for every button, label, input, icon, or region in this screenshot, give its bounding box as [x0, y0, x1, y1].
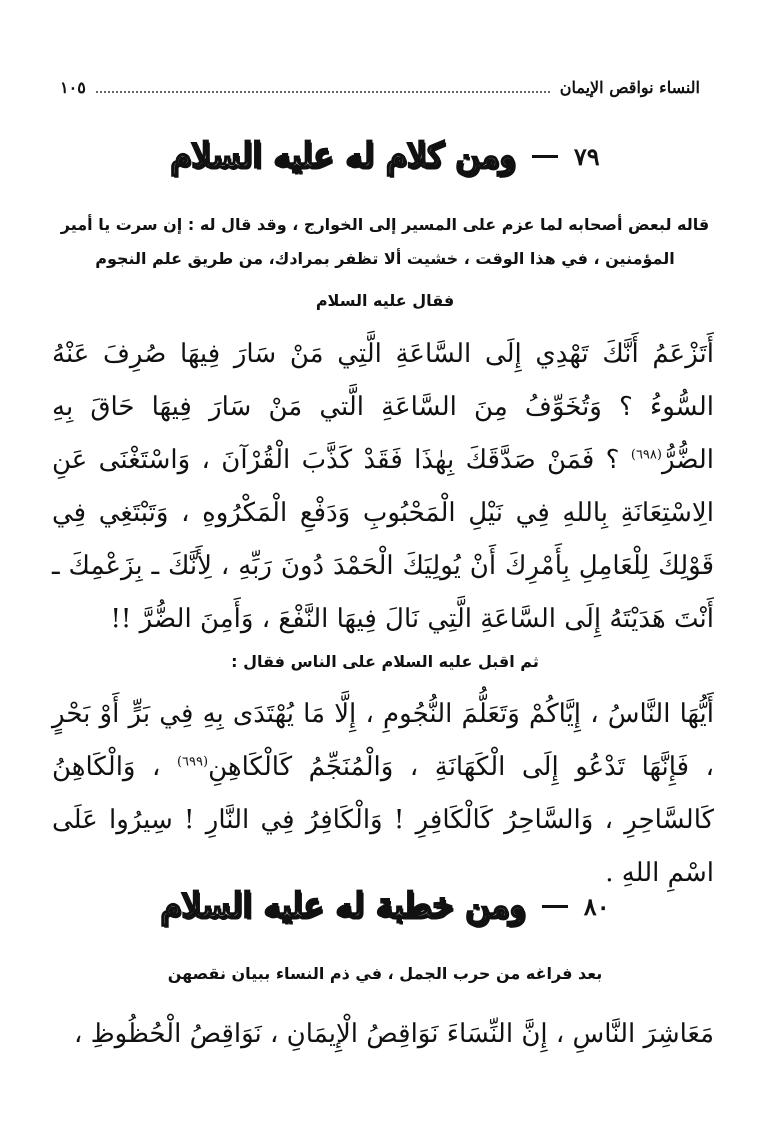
- section-79-number: ٧٩: [573, 141, 600, 171]
- page-number: ١٠٥: [60, 77, 86, 97]
- section-79-intro-line-3: فقال عليه السلام: [315, 291, 455, 310]
- section-79-paragraph-1: [52, 328, 714, 646]
- running-header: [60, 72, 700, 102]
- section-80-banner: ومن خطبة له عليه السلام: [160, 886, 526, 926]
- section-80-heading: [60, 878, 710, 934]
- section-80-number: ٨٠: [583, 891, 610, 921]
- section-79-intro-line-2: المؤمنين ، في هذا الوقت ، خشيت ألا تظفر بمرادك، من طريق علم النجوم: [95, 249, 675, 268]
- header-title: النساء نواقص الإيمان: [559, 77, 700, 97]
- footnote-marker-699: (٦٩٩): [176, 754, 209, 770]
- section-79-paragraph-1-part-1: أَتَزْعَمُ أَنَّكَ تَهْدِي إِلَى السَّاعَةِ الَّتِي مَنْ سَارَ فِيهَا صُرِفَ عَنْهُ السُّوءُ ؟ وَتُخَوِّفُ مِنَ السَّاعَةِ الَّتي مَنْ سَارَ فِيهَا حَاقَ بِهِ الضُّرُّ: [52, 339, 715, 475]
- section-79-dash: [532, 155, 558, 158]
- section-79-transition: ثم اقبل عليه السلام على الناس فقال :: [231, 652, 539, 671]
- section-79-paragraph-2-part-2: ، وَالْكَاهِنُ كَالسَّاحِرِ ، وَالسَّاحِرُ كَالْكَافِرِ ! وَالْكَافِرُ فِي النَّارِ ! سِيرُوا عَلَى اسْمِ اللهِ .: [52, 752, 714, 888]
- section-80-dash: [542, 905, 568, 908]
- section-80-intro: بعد فراغه من حرب الجمل ، في ذم النساء ببيان نقصهن: [167, 964, 603, 983]
- section-79-intro-line-1: قاله لبعض أصحابه لما عزم على المسير إلى الخوارج ، وقد قال له : إن سرت يا أمير: [60, 215, 710, 234]
- section-79-paragraph-1-part-2: ؟ فَمَنْ صَدَّقَكَ بِهٰذَا فَقَدْ كَذَّبَ الْقُرْآنَ ، وَاسْتَغْنَى عَنِ الِاسْتِعَانَةِ بِاللهِ فِي نَيْلِ الْمَحْبُوبِ وَدَفْعِ الْمَكْرُوهِ ، وَتَبْتَغِي فِي قَوْلِكَ لِلْعَامِلِ بِأَمْرِكَ أَنْ يُولِيَكَ الْحَمْدَ دُونَ رَبِّهِ ، لِأَنَّكَ ـ بِزَعْمِكَ ـ أَنْتَ هَدَيْتَهُ إِلَى السَّاعَةِ الَّتِي نَالَ فِيهَا النَّفْعَ ، وَأَمِنَ الضُّرَّ !!: [52, 445, 714, 634]
- header-dot-leader: [96, 90, 550, 93]
- section-79-paragraph-2: [52, 688, 714, 900]
- footnote-marker-698: (٦٩٨): [630, 447, 662, 463]
- section-79-paragraph-2-part-1: أَيُّهَا النَّاسُ ، إِيَّاكُمْ وَتَعَلُّمَ النُّجُومِ ، إِلَّا مَا يُهْتَدَى بِهِ فِي بَرٍّ أَوْ بَحْرٍ ، فَإِنَّهَا تَدْعُو إِلَى الْكَهَانَةِ ، وَالْمُنَجِّمُ كَالْكَاهِنِ: [52, 699, 715, 782]
- section-79-banner: ومن كلام له عليه السلام: [170, 136, 516, 176]
- section-80-paragraph-1: مَعَاشِرَ النَّاسِ ، إِنَّ النِّسَاءَ نَوَاقِصُ الْإِيمَانِ ، نَوَاقِصُ الْحُظُوظِ ،: [73, 1019, 714, 1049]
- section-79-heading: [60, 128, 710, 184]
